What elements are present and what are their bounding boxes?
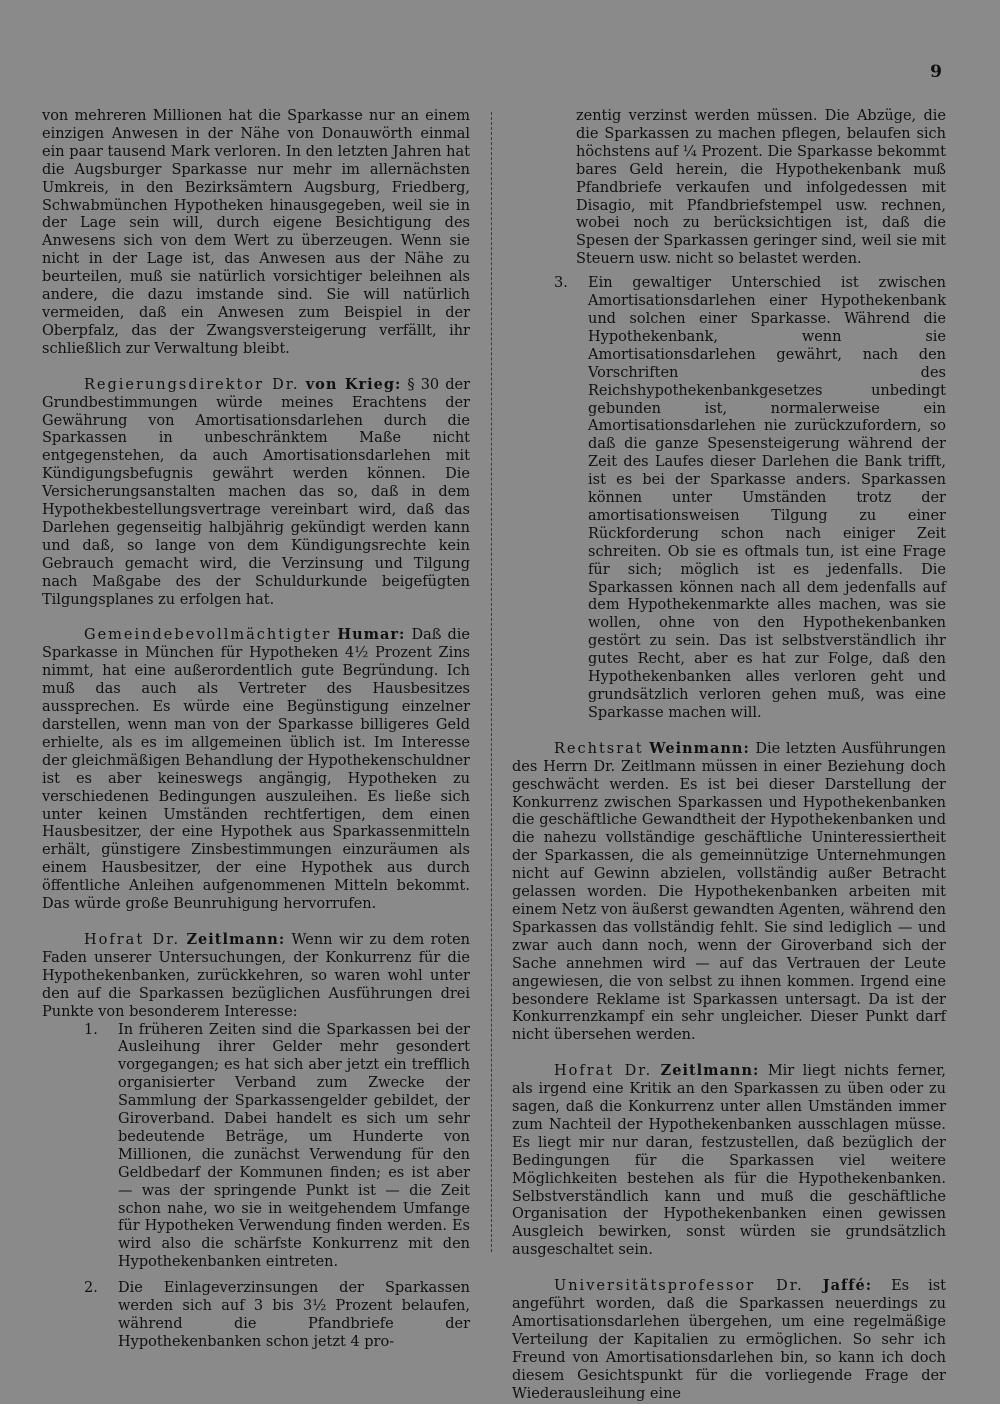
list-item (84, 1280, 470, 1352)
paragraph-text: § 30 der Grundbestimmungen würde meines Erachtens der Gewährung von Amortisationsdarlehen durch die Sparkassen in unbeschränktem Maße nicht entgegenstehen, da auch Amortisationsdarlehen mit Kündigungsbefugnis gewährt werden können. Die Versicherungsanstalten machen das so, daß in dem Hypothekbestellungsvertrage vereinbart wird, daß das Darlehen gegenseitig halbjährig gekündigt werden kann und daß, so lange von dem Kündigungsrechte kein Gebrauch gemacht wird, die Verzinsung und Tilgung nach Maßgabe des der Schuldurkunde beigefügten Tilgungsplanes zu erfolgen hat. (42, 376, 471, 608)
speaker-name: Jaffé: (822, 1277, 873, 1295)
list-text: Die Einlageverzinsungen der Sparkassen werden sich auf 3 bis 3½ Prozent belaufen, während die Pfandbriefe der Hypothekenbanken schon jetzt 4 pro- (118, 1280, 470, 1350)
paragraph-text: Die letzten Ausführungen des Herrn Dr. Zeitlmann müssen in einer Beziehung doch geschwächt werden. Es ist bei dieser Darstellung der Konkurrenz zwischen Sparkassen und Hypothekenbanken die geschäftliche Gewandtheit der Hypothekenbanken und die nahezu vollständige geschäftliche Uninteressiertheit der Sparkassen, die als gemeinnützige Unternehmungen nicht auf Gewinn abzielen, vollständig außer Betracht gelassen worden. Die Hypothekenbanken arbeiten mit einem Netz von äußerst gewandten Agenten, während den Sparkassen das vollständig fehlt. Sie sind lediglich — und zwar auch dann noch, wenn der Giroverband sich der Sache annehmen wird — auf das Vertrauen der Leute angewiesen, die von selbst zu ihnen kommen. Irgend eine besondere Reklame ist Sparkassen untersagt. Da ist der Konkurrenzkampf ein sehr ungleicher. Dieser Punkt darf nicht übersehen werden. (512, 740, 946, 1044)
list-item-continuation: zentig verzinst werden müssen. Die Abzüge, die die Sparkassen zu machen pflegen, belaufen sich höchstens auf ¼ Prozent. Die Sparkasse bekommt bares Geld herein, die Hypothekenbank muß Pfandbriefe verkaufen und infolgedessen mit Disagio, mit Pfandbriefstempel usw. rechnen, wobei noch zu berücksichtigen ist, daß die Spesen der Sparkassen geringer sind, weil sie mit Steuern usw. nicht so belastet werden. (576, 108, 946, 268)
list-item (554, 275, 946, 723)
speaker-title: Hofrat Dr. (84, 931, 181, 948)
list-number: 2. (84, 1280, 98, 1297)
paragraph-continuation: von mehreren Millionen hat die Sparkasse nur an einem einzigen Anwesen in der Nähe von Donauwörth einmal ein paar tausend Mark verloren. In den letzten Jahren hat die Augsburger Sparkasse nur mehr im allernächsten Umkreis, in den Bezirksämtern Augsburg, Friedberg, Schwabmünchen Hypotheken hinausgegeben, weil sie in der Lage sein will, durch eigene Besichtigung des Anwesens sich von dem Wert zu überzeugen. Wenn sie nicht in der Lage ist, das Anwesen aus der Nähe zu beurteilen, muß sie natürlich vorsichtiger beleihnen als andere, die dazu imstande sind. Sie will natürlich vermeiden, daß ein Anwesen zum Beispiel in der Oberpfalz, das der Zwangsversteigerung verfällt, ihr schließlich zur Verwaltung bleibt. (42, 108, 470, 357)
paragraph-text: Es ist angeführt worden, daß die Sparkassen neuerdings zu Amortisationsdarlehen übergehen, um eine regelmäßige Verteilung der Kapitalien zu ermöglichen. So sehr ich Freund von Amortisationsdarlehen bin, so kann ich doch diesem Gesichtspunkt für die vorliegende Frage der Wiederausleihung eine (512, 1278, 947, 1402)
speaker-name: Zeitlmann: (186, 930, 286, 948)
speaker-title: Universitätsprofessor Dr. (554, 1278, 804, 1295)
paragraph-text: Mir liegt nichts ferner, als irgend eine Kritik an den Sparkassen zu üben oder zu sagen, daß die Konkurrenz unter allen Umständen immer zum Nachteil der Hypothekenbanken ausschlagen müsse. Es liegt mir nur daran, festzustellen, daß bezüglich der Bedingungen für die Sparkassen viel weitere Möglichkeiten bestehen als für die Hypothekenbanken. Selbstverständlich kann und muß die geschäftliche Organisation der Hypothekenbanken einen gewissen Ausgleich bewirken, sonst würden sie grundsätzlich ausgeschaltet sein. (512, 1063, 947, 1259)
paragraph-weinmann (512, 740, 946, 1045)
paragraph-humar (42, 626, 470, 914)
speaker-name: Humar: (337, 626, 406, 644)
column-divider (491, 112, 493, 1252)
speaker-title: Regierungsdirektor Dr. (84, 376, 300, 393)
left-column (42, 108, 470, 1352)
paragraph-von-krieg (42, 376, 470, 610)
list-number: 1. (84, 1021, 98, 1038)
paragraph-text: Wenn wir zu dem roten Faden unserer Untersuchungen, der Konkurrenz für die Hypothekenbanken, zurückkehren, so waren wohl unter den auf die Sparkassen bezüglichen Ausführungen drei Punkte von besonderem Interesse: (42, 931, 470, 1020)
list-item (84, 1022, 470, 1273)
list-text: In früheren Zeiten sind die Sparkassen bei der Ausleihung ihrer Gelder mehr gesondert vorgegangen; es hat sich aber jetzt ein trefflich organisierter Verband zum Zwecke der Sammlung der Sparkassengelder gebildet, der Giroverband. Dabei handelt es sich um sehr bedeutende Beträge, um Hunderte von Millionen, die zunächst Verwendung für den Geldbedarf der Kommunen finden; es ist aber — was der springende Punkt ist — die Zeit schon nahe, wo sie in weitgehendem Umfange für Hypotheken Verwendung finden werden. Es wird also die schärfste Konkurrenz mit den Hypothekenbanken eintreten. (118, 1021, 470, 1271)
speaker-title: Rechtsrat (554, 740, 644, 757)
speaker-name: von Krieg: (305, 375, 402, 393)
list-number: 3. (554, 275, 568, 292)
speaker-name: Weinmann: (649, 739, 750, 757)
speaker-name: Zeitlmann: (660, 1062, 760, 1080)
speaker-title: Hofrat Dr. (554, 1063, 653, 1080)
list-text: Ein gewaltiger Unterschied ist zwischen Amortisationsdarlehen einer Hypothekenbank und solchen einer Sparkasse. Während die Hypothekenbank, wenn sie Amortisationsdarlehen gewährt, nach den Vorschriften des Reichshypothekenbankgesetzes unbedingt gebunden ist, normalerweise ein Amortisationsdarlehen nie zurückzufordern, so daß die ganze Spesensteigerung während der Zeit des Laufes dieser Darlehen die Bank trifft, ist es bei der Sparkasse anders. Sparkassen können unter Umständen trotz der amortisationsweisen Tilgung zu einer Rückforderung schon nach einiger Zeit schreiten. Ob sie es oftmals tun, ist eine Frage für sich; möglich ist es jedenfalls. Die Sparkassen können nach all dem jedenfalls auf dem Hypothekenmarkte alles machen, was sie wollen, ohne von den Hypothekenbanken gestört zu sein. Das ist selbstverständlich ihr gutes Recht, aber es hat zur Folge, daß den Hypothekenbanken alles verloren geht und grundsätzlich verloren gehen muß, was eine Sparkasse machen will. (588, 275, 946, 721)
paragraph-text: Daß die Sparkasse in München für Hypotheken 4½ Prozent Zins nimmt, hat eine außerordentlich gute Begründung. Ich muß das auch als Vertreter des Hausbesitzes aussprechen. Es würde eine Begünstigung einzelner darstellen, wenn man von der Sparkasse billigeres Geld erhielte, als es im allgemeinen üblich ist. Im Interesse der gleichmäßigen Behandlung der Hypothekenschuldner ist es aber keineswegs angängig, Hypotheken zu verschiedenen Bedingungen auszuleihen. Es ließe sich unter keinen Umständen rechtfertigen, dem einen Hausbesitzer, der eine Hypothek aus Sparkassenmitteln erhält, günstigere Zinsbestimmungen einzuräumen als einem Hausbesitzer, der eine Hypothek aus durch öffentliche Anleihen aufgenommenen Mitteln bekommt. Das würde große Beunruhigung hervorrufen. (42, 627, 470, 913)
page-number: 9 (930, 62, 942, 82)
paragraph-zeitlmann (42, 931, 470, 1022)
paragraph-zeitlmann-reply (512, 1062, 946, 1260)
numbered-list (42, 1022, 470, 1352)
paragraph-jaffe (512, 1277, 946, 1403)
right-column (512, 108, 946, 1404)
speaker-title: Gemeindebevollmächtigter (84, 627, 332, 644)
